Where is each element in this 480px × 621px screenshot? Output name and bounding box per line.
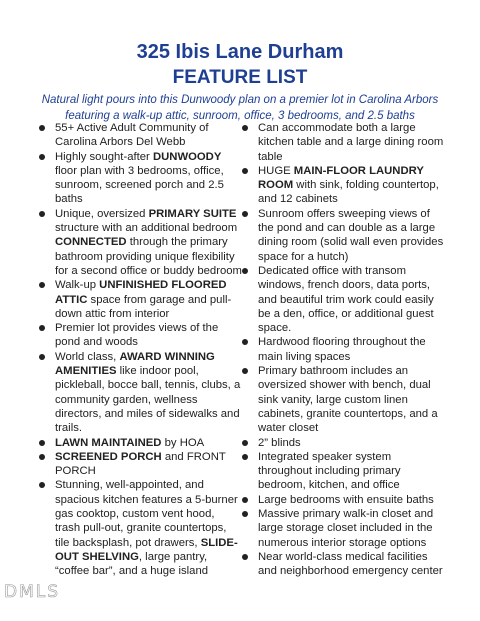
bullet-icon — [242, 125, 248, 131]
feature-text: Integrated speaker system throughout including primary bedroom, kitchen, and office — [258, 450, 401, 492]
bullet-icon — [242, 368, 248, 374]
bullet-icon — [39, 482, 45, 488]
feature-highlight: AWARD WINNING AMENITIES — [55, 350, 215, 378]
bullet-icon — [242, 554, 248, 560]
feature-item — [37, 436, 242, 450]
feature-item — [240, 436, 445, 450]
feature-text: Dedicated office with transom windows, french doors, data ports, and beautiful trim work could easily be a den, office, or additional guest space. — [258, 264, 434, 335]
feature-text: 55+ Active Adult Community of Carolina Arbors Del Webb — [55, 122, 209, 149]
bullet-icon — [242, 511, 248, 517]
feature-item — [240, 550, 445, 579]
feature-item — [240, 207, 445, 264]
feature-text: through the primary bathroom providing unique flexibility for a second office or buddy bedroom — [55, 236, 242, 277]
bullet-icon — [39, 325, 45, 331]
feature-text: like indoor pool, pickleball, bocce ball, tennis, clubs, a community garden, wellness directors, and miles of sidewalks and trails. — [55, 365, 241, 435]
feature-text: structure with an additional bedroom — [55, 222, 238, 235]
feature-item — [240, 164, 445, 207]
feature-text: World class, — [55, 350, 120, 363]
bullet-icon — [242, 339, 248, 345]
feature-highlight: DUNWOODY — [152, 150, 222, 163]
feature-item — [37, 150, 242, 207]
watermark-logo: DMLS — [4, 582, 61, 602]
feature-text: Hardwood flooring throughout the main living spaces — [258, 336, 426, 363]
feature-item — [240, 507, 445, 550]
feature-text: with sink, folding countertop, and 12 cabinets — [258, 179, 439, 206]
feature-highlight: LAWN MAINTAINED — [55, 436, 162, 449]
bullet-icon — [242, 168, 248, 174]
feature-text: 2” blinds — [258, 436, 301, 449]
feature-item — [37, 350, 242, 436]
bullet-icon — [242, 497, 248, 503]
bullet-icon — [39, 154, 45, 160]
bullet-icon — [242, 440, 248, 446]
feature-text: Near world-class medical facilities and neighborhood emergency center — [258, 550, 443, 578]
feature-item — [37, 121, 242, 150]
feature-highlight: SCREENED PORCH — [55, 450, 162, 463]
feature-text: Primary bathroom includes an oversized shower with bench, dual sink vanity, large custom linen cabinets, granite countertops, and a water closet — [258, 365, 438, 435]
feature-item — [37, 278, 242, 321]
feature-item — [37, 478, 242, 578]
feature-text: Can accommodate both a large kitchen table and a large dining room table — [258, 122, 444, 163]
feature-text: and FRONT PORCH — [55, 450, 226, 478]
bullet-icon — [242, 211, 248, 217]
feature-text: HUGE — [258, 164, 294, 177]
bullet-icon — [39, 354, 45, 360]
bullet-icon — [39, 454, 45, 460]
bullet-icon — [39, 211, 45, 217]
feature-text: Stunning, well-appointed, and spacious kitchen features a 5-burner gas cooktop, custom vent hood, trash pull-out, granite countertops, tile backsplash, pot drawers, — [55, 479, 238, 549]
feature-highlight: SLIDE-OUT SHELVING — [55, 536, 238, 563]
feature-text: Highly sought-after — [55, 150, 153, 163]
feature-highlight: CONNECTED — [55, 236, 127, 249]
feature-item — [240, 121, 445, 164]
feature-text: Sunroom offers sweeping views of the pond and can double as a large dining room (solid wall even provides space for a hutch) — [258, 207, 444, 263]
feature-highlight: PRIMARY SUITE — [148, 207, 237, 220]
feature-text: by HOA — [161, 436, 205, 449]
feature-item — [37, 207, 242, 278]
bullet-icon — [39, 282, 45, 288]
feature-list-left — [37, 121, 242, 579]
bullet-icon — [242, 454, 248, 460]
feature-item — [240, 335, 445, 364]
feature-text: Massive primary walk-in closet and large storage closet included in the numerous interior storage options — [258, 508, 434, 549]
feature-text: Unique, oversized — [55, 207, 149, 220]
bullet-icon — [39, 125, 45, 131]
feature-item — [37, 321, 242, 350]
feature-text: space from garage and pull-down attic from interior — [55, 293, 232, 320]
feature-item — [37, 450, 242, 479]
feature-highlight: MAIN-FLOOR LAUNDRY ROOM — [258, 164, 424, 192]
feature-text: Large bedrooms with ensuite baths — [258, 493, 434, 506]
feature-list-right — [240, 121, 445, 579]
bullet-icon — [242, 268, 248, 274]
intro-text: Natural light pours into this Dunwoody plan on a premier lot in Carolina Arbors featuring a walk-up attic, sunroom, office, 3 bedrooms, and 2.5 baths — [41, 94, 439, 122]
feature-text: , large pantry, “coffee bar”, and a huge island — [55, 550, 209, 578]
page-title: 325 Ibis Lane Durham — [136, 41, 344, 63]
feature-text: Premier lot provides views of the pond and woods — [55, 322, 219, 349]
bullet-icon — [39, 440, 45, 446]
feature-text: floor plan with 3 bedrooms, office, sunroom, screened porch and 2.5 baths — [55, 164, 224, 206]
feature-item — [240, 450, 445, 493]
page-subtitle: FEATURE LIST — [172, 67, 308, 88]
feature-item — [240, 364, 445, 435]
feature-item — [240, 264, 445, 335]
feature-highlight: UNFINISHED FLOORED ATTIC — [55, 279, 227, 306]
feature-item — [240, 493, 445, 507]
feature-text: Walk-up — [55, 279, 100, 292]
